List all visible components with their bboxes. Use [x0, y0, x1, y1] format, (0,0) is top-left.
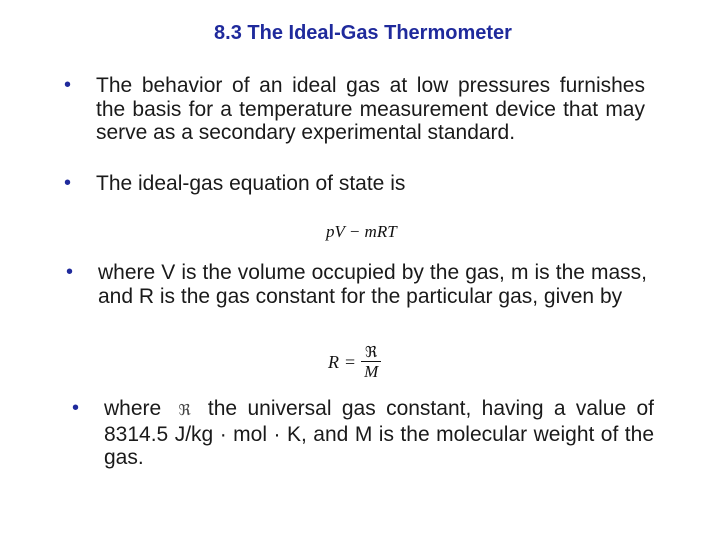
bullet-marker: •: [66, 261, 74, 283]
bullet-item-universal-gas-constant: [72, 397, 654, 470]
equation-fraction: [361, 343, 381, 382]
bullet-text: where V is the volume occupied by the gas, m is the mass, and R is the gas constant for the particular gas, given by: [98, 261, 647, 308]
bullet-marker: •: [64, 172, 72, 194]
equation-gas-constant: [328, 343, 381, 382]
equation-equals-sign: =: [345, 352, 356, 373]
bullet-marker: •: [72, 397, 80, 419]
equation-state: pV − mRT: [326, 222, 397, 241]
bullet-marker: •: [64, 74, 72, 96]
fraction-denominator: M: [364, 362, 379, 382]
slide-title: 8.3 The Ideal-Gas Thermometer: [214, 22, 512, 44]
bullet-text: The behavior of an ideal gas at low pressures furnishes the basis for a temperature measurement device that may serve as a secondary experimental standard.: [96, 74, 645, 144]
bullet-item-gas-constant-definition: [66, 261, 647, 308]
bullet-text: The ideal-gas equation of state is: [96, 172, 406, 195]
fraction-numerator: ℜ: [365, 343, 378, 361]
universal-gas-constant-symbol: ℜ: [178, 401, 191, 419]
bullet-item-equation-of-state: [64, 172, 645, 196]
bullet-prefix: where: [104, 397, 162, 420]
bullet-suffix: the universal gas constant, having a value of 8314.5 J/kg · mol · K, and M is the molecular weight of the gas.: [104, 397, 654, 469]
bullet-item-ideal-gas-behavior: [64, 74, 645, 145]
equation-lhs: R: [328, 352, 339, 373]
